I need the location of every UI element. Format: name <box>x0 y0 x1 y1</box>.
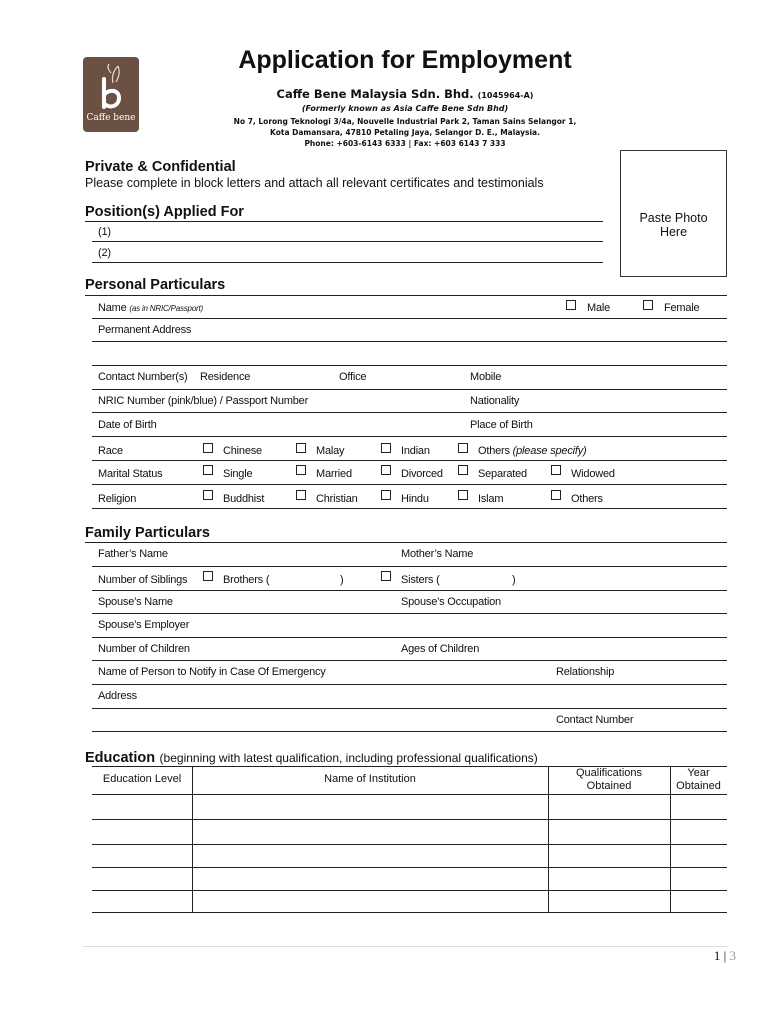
logo-text: Caffe bene <box>86 113 136 123</box>
marital-divorced-checkbox[interactable] <box>381 465 391 475</box>
spouse-employer-field[interactable] <box>92 637 727 638</box>
marital-label: Marital Status <box>98 468 163 480</box>
company-reg: (1045964-A) <box>477 91 534 100</box>
marital-single-checkbox[interactable] <box>203 465 213 475</box>
divider <box>85 295 727 296</box>
religion-buddhist-checkbox[interactable] <box>203 490 213 500</box>
race-others-text: Others <box>478 445 510 457</box>
name-field[interactable] <box>92 318 727 319</box>
religion-hindu-label: Hindu <box>401 493 429 505</box>
num-children-label: Number of Children <box>98 643 190 655</box>
emergency-address-field[interactable] <box>92 708 727 709</box>
instruction-text: Please complete in block letters and attach all relevant certificates and testimonials <box>85 176 544 190</box>
table-row[interactable] <box>92 819 727 820</box>
male-label: Male <box>587 302 611 314</box>
address-field-1[interactable] <box>92 341 727 342</box>
female-label: Female <box>664 302 700 314</box>
sisters-label: Sisters ( <box>401 574 440 586</box>
col-divider <box>192 766 193 912</box>
religion-hindu-checkbox[interactable] <box>381 490 391 500</box>
table-row <box>92 794 727 795</box>
religion-christian-checkbox[interactable] <box>296 490 306 500</box>
race-divider <box>92 460 727 461</box>
religion-buddhist-label: Buddhist <box>223 493 265 505</box>
footer-divider <box>83 946 728 947</box>
emergency-contact-field[interactable] <box>92 731 727 732</box>
nationality-label: Nationality <box>470 395 520 407</box>
positions-heading: Position(s) Applied For <box>85 204 244 220</box>
col-qualifications-l1: Qualifications <box>575 767 643 779</box>
name-label <box>98 302 203 314</box>
table-row[interactable] <box>92 890 727 891</box>
marital-single-label: Single <box>223 468 253 480</box>
divider <box>85 542 727 543</box>
mobile-label: Mobile <box>470 371 502 383</box>
ages-children-label: Ages of Children <box>401 643 480 655</box>
residence-label: Residence <box>200 371 251 383</box>
page-title: Application for Employment <box>238 46 572 74</box>
name-hint: (as in NRIC/Passport) <box>129 304 204 313</box>
col-institution: Name of Institution <box>324 773 416 785</box>
contact-field[interactable] <box>92 389 727 390</box>
pob-label: Place of Birth <box>470 419 533 431</box>
formerly-known-as: (Formerly known as Asia Caffe Bene Sdn Bhd) <box>301 104 509 113</box>
nric-label: NRIC Number (pink/blue) / Passport Number <box>98 395 309 407</box>
divider <box>85 221 603 222</box>
dob-label: Date of Birth <box>98 419 157 431</box>
page-total: 3 <box>729 948 736 963</box>
education-heading: Education <box>85 750 156 766</box>
emergency-label: Name of Person to Notify in Case Of Emergency <box>98 666 326 678</box>
col-divider <box>548 766 549 912</box>
photo-box[interactable] <box>620 150 727 277</box>
race-malay-checkbox[interactable] <box>296 443 306 453</box>
race-chinese-label: Chinese <box>223 445 262 457</box>
marital-married-checkbox[interactable] <box>296 465 306 475</box>
page-number <box>700 948 736 964</box>
position-1-label: (1) <box>98 226 111 238</box>
emergency-address-label: Address <box>98 690 137 702</box>
spouse-field[interactable] <box>92 613 727 614</box>
contact-numbers-label: Contact Number(s) <box>98 371 188 383</box>
position-2-label: (2) <box>98 247 111 259</box>
photo-box-line2: Here <box>659 225 688 239</box>
position-1-field[interactable] <box>92 241 603 242</box>
col-year-l1: Year <box>687 767 710 779</box>
education-heading-row <box>85 749 538 767</box>
marital-divider <box>92 484 727 485</box>
nric-field[interactable] <box>92 412 727 413</box>
brothers-close: ) <box>340 574 344 586</box>
table-row[interactable] <box>92 844 727 845</box>
table-row[interactable] <box>92 912 727 913</box>
race-chinese-checkbox[interactable] <box>203 443 213 453</box>
marital-divorced-label: Divorced <box>401 468 443 480</box>
spouse-occupation-label: Spouse’s Occupation <box>401 596 501 608</box>
father-label: Father’s Name <box>98 548 168 560</box>
brothers-checkbox[interactable] <box>203 571 213 581</box>
race-indian-label: Indian <box>401 445 430 457</box>
page-current: 1 | <box>713 948 727 963</box>
religion-christian-label: Christian <box>316 493 358 505</box>
relationship-label: Relationship <box>556 666 615 678</box>
male-checkbox[interactable] <box>566 300 576 310</box>
col-year <box>670 767 727 793</box>
siblings-field[interactable] <box>92 590 727 591</box>
col-qualifications-l2: Obtained <box>586 780 632 792</box>
religion-others-checkbox[interactable] <box>551 490 561 500</box>
marital-widowed-label: Widowed <box>571 468 615 480</box>
marital-separated-checkbox[interactable] <box>458 465 468 475</box>
col-qualifications <box>548 767 670 793</box>
dob-field[interactable] <box>92 436 727 437</box>
race-indian-checkbox[interactable] <box>381 443 391 453</box>
contact-line: Phone: +603-6143 6333 | Fax: +603 6143 7 333 <box>304 139 506 148</box>
address-field-2[interactable] <box>92 365 727 366</box>
address-line-2: Kota Damansara, 47810 Petaling Jaya, Selangor D. E., Malaysia. <box>270 128 540 137</box>
sisters-checkbox[interactable] <box>381 571 391 581</box>
female-checkbox[interactable] <box>643 300 653 310</box>
education-table <box>92 766 727 913</box>
photo-box-line1: Paste Photo <box>639 211 708 225</box>
race-malay-label: Malay <box>316 445 345 457</box>
siblings-label: Number of Siblings <box>98 574 188 586</box>
col-education-level: Education Level <box>102 773 182 785</box>
religion-islam-label: Islam <box>478 493 504 505</box>
emergency-contact-label: Contact Number <box>556 714 634 726</box>
religion-label: Religion <box>98 493 137 505</box>
sisters-close: ) <box>512 574 516 586</box>
company-name <box>0 87 768 101</box>
confidential-heading: Private & Confidential <box>85 159 236 175</box>
parents-field[interactable] <box>92 566 727 567</box>
emergency-field[interactable] <box>92 684 727 685</box>
office-label: Office <box>339 371 367 383</box>
religion-others-label: Others <box>571 493 603 505</box>
marital-widowed-checkbox[interactable] <box>551 465 561 475</box>
col-divider <box>670 766 671 912</box>
table-row[interactable] <box>92 867 727 868</box>
family-heading: Family Particulars <box>85 525 210 541</box>
spouse-employer-label: Spouse’s Employer <box>98 619 190 631</box>
race-others-label <box>478 445 587 457</box>
marital-separated-label: Separated <box>478 468 527 480</box>
education-subheading: (beginning with latest qualification, including professional qualifications) <box>159 751 538 765</box>
children-field[interactable] <box>92 660 727 661</box>
spouse-name-label: Spouse’s Name <box>98 596 173 608</box>
mother-label: Mother’s Name <box>401 548 474 560</box>
name-label-text: Name <box>98 302 127 314</box>
col-year-l2: Obtained <box>676 780 721 792</box>
position-2-field[interactable] <box>92 262 603 263</box>
address-line-1: No 7, Lorong Teknologi 3/4a, Nouvelle Industrial Park 2, Taman Sains Selangor 1, <box>233 117 577 126</box>
race-others-hint: (please specify) <box>512 445 587 457</box>
company-name-text: Caffe Bene Malaysia Sdn. Bhd. <box>276 87 474 101</box>
permanent-address-label: Permanent Address <box>98 324 192 336</box>
personal-heading: Personal Particulars <box>85 277 226 293</box>
marital-married-label: Married <box>316 468 352 480</box>
race-label: Race <box>98 445 123 457</box>
brothers-label: Brothers ( <box>223 574 270 586</box>
religion-islam-checkbox[interactable] <box>458 490 468 500</box>
race-others-checkbox[interactable] <box>458 443 468 453</box>
religion-divider <box>92 508 727 509</box>
